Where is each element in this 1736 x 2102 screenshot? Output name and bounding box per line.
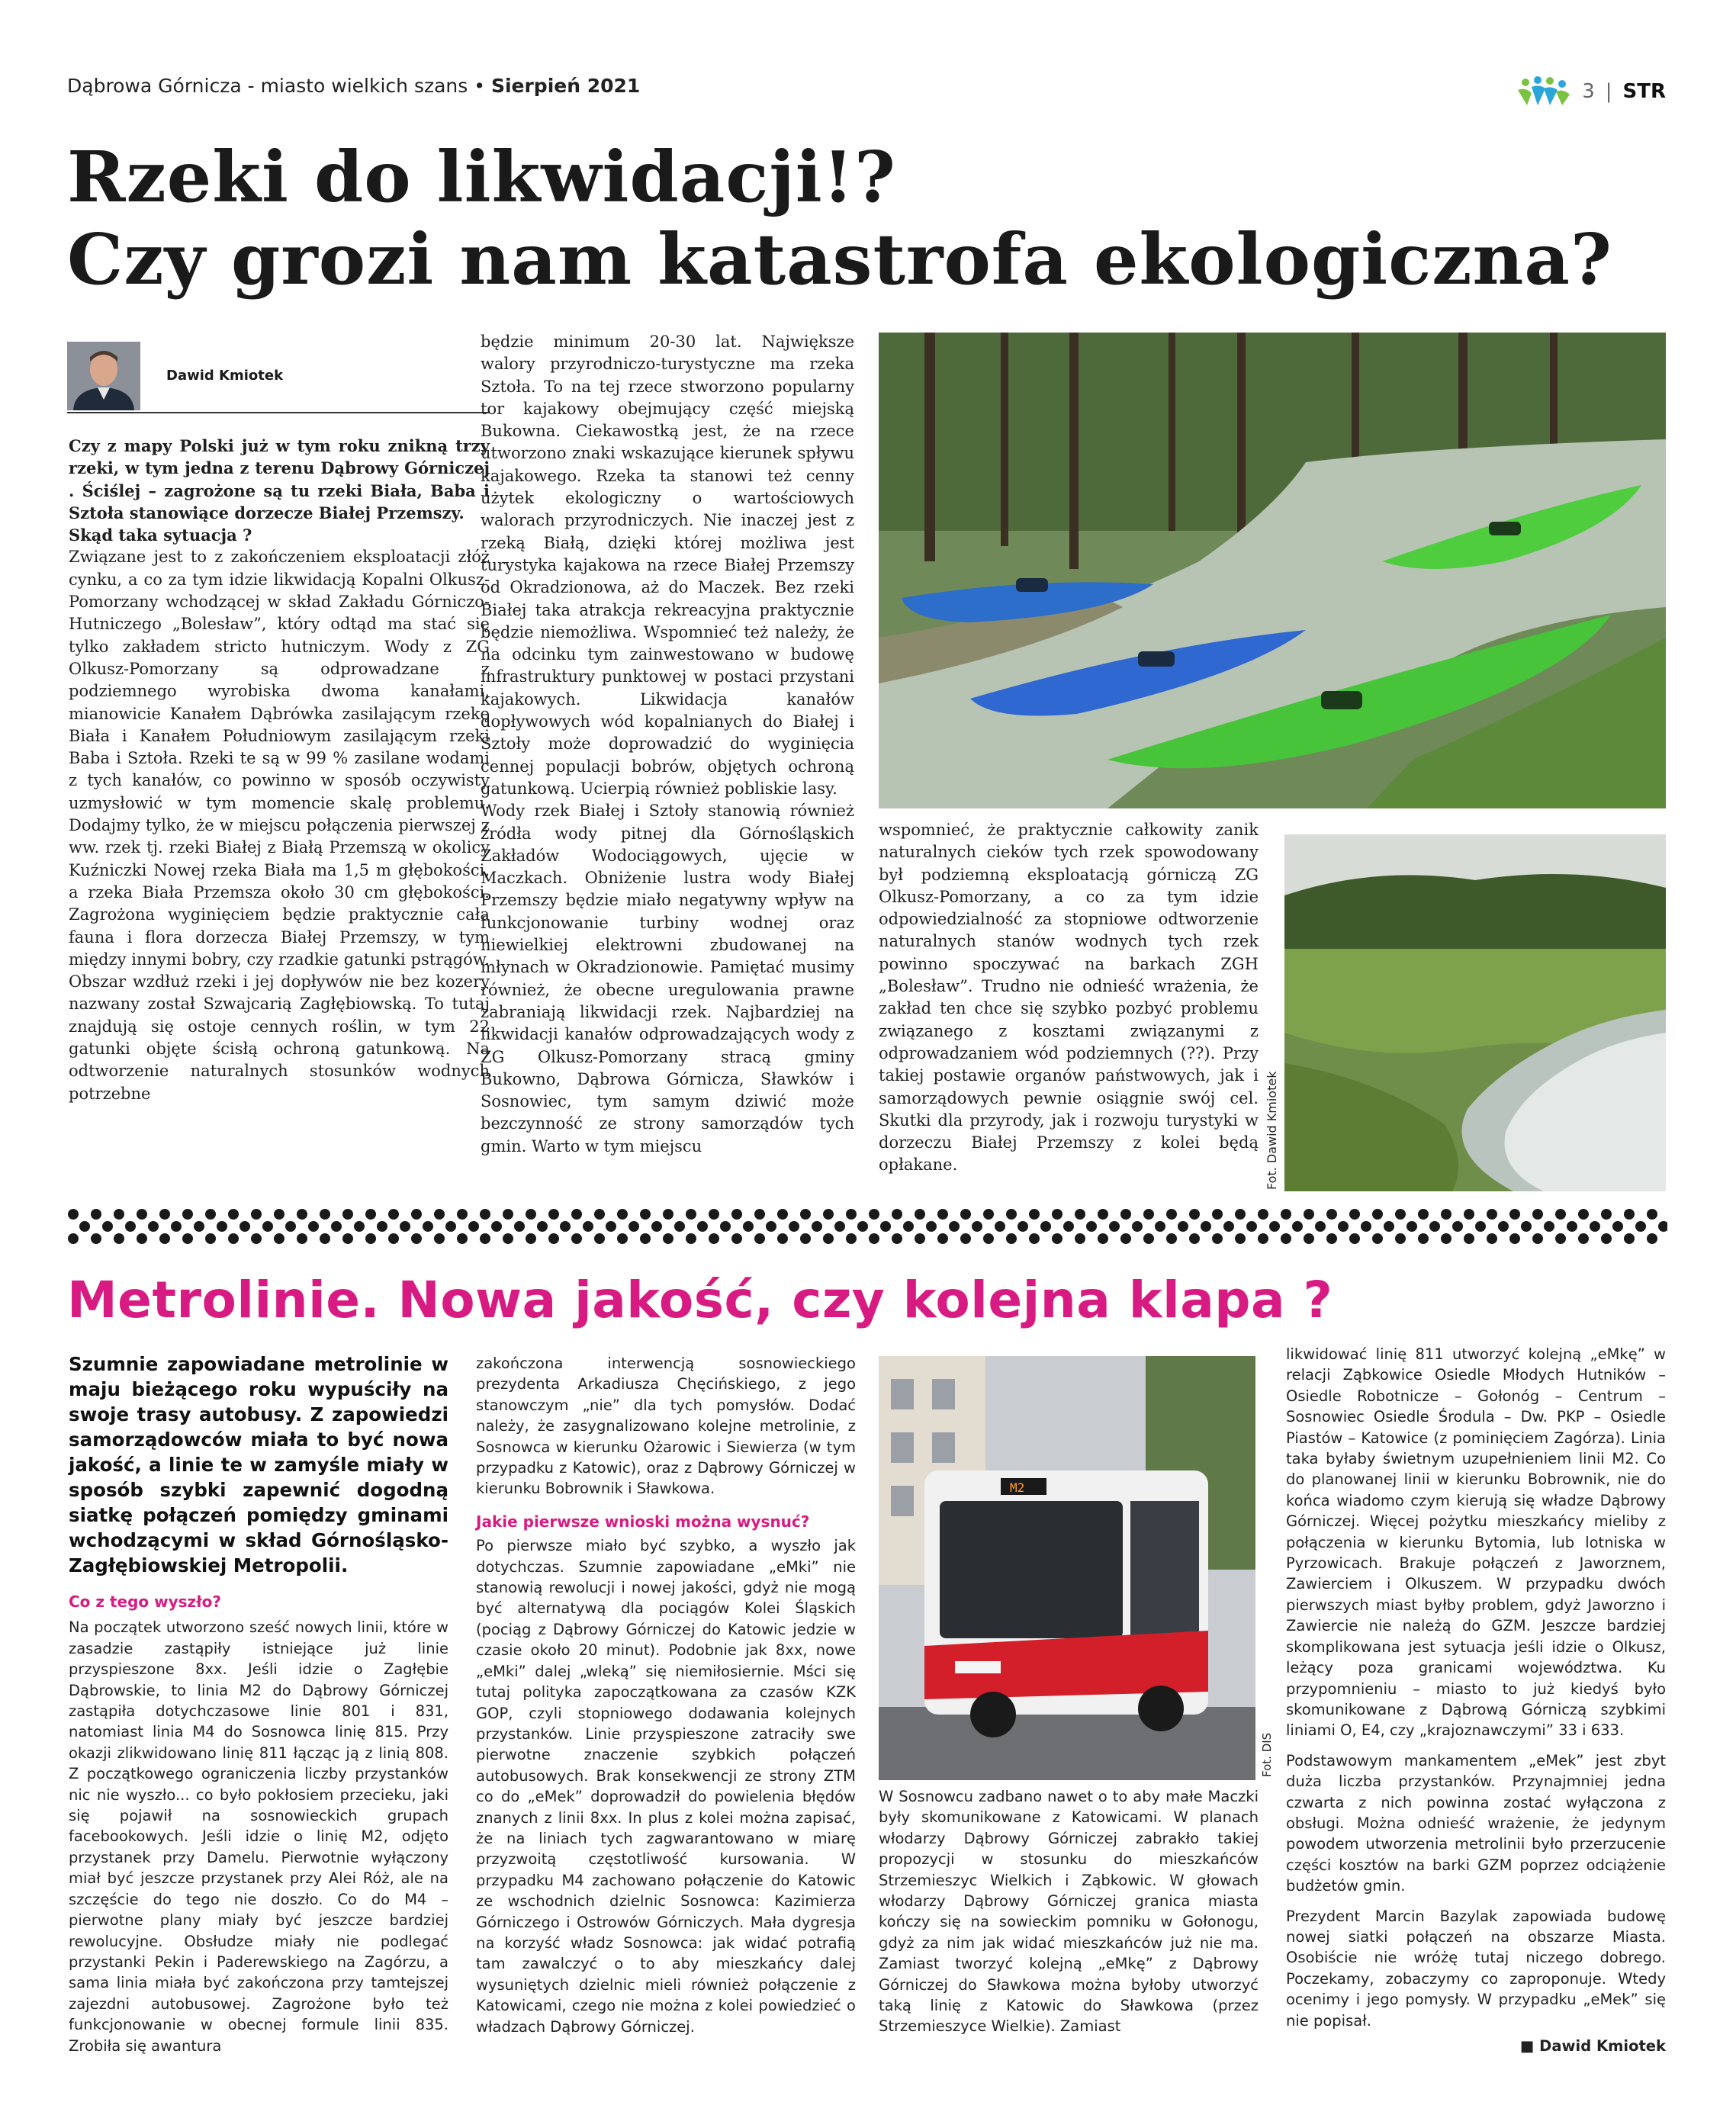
- article2-col1-body: Na początek utworzono sześć nowych linii, które w zasadzie zastąpiły istniejące już linie przyspieszone 8xx. Jeśli idzie o Zagłębie Dąbrowskie, to linia M2 do Dąbrowy Górniczej zastąpiła dotychczasowe linie 801 i 831, natomiast linia M4 do Sosnowca linię 815. Przy okazji zlikwidowano linię 811 łącząc ją z linią 808. Z początkowego ograniczenia liczby przystanków nic nie wyszło... co było pokłosiem przecieku, jaki się pojawił na sosnowieckich grupach facebookowych. Jeśli idzie o linię M2, odjęto przystanek przy Damelu. Pierwotnie wyłączony miał być jeszcze przystanek przy Alei Róż, ale na szczęście do tego nie doszło. Co do M4 – pierwotne plany miały być jeszcze bardziej rewolucyjne. Obsłudze miały nie podlegać przystanki Pekin i Paderewskiego na Zagórzu, a sama linia miała być zakończona przy tamtejszej zajezdni autobusowej. Zagrożone było też funkcjonowanie w obecnej formule linii 835. Zrobiła się awantura: [69, 1618, 448, 2055]
- masthead: [67, 75, 640, 97]
- article2-column-1: [69, 1352, 448, 2056]
- article1-title: [67, 136, 1684, 301]
- bus-photo-credit: [1257, 1716, 1275, 1777]
- page-separator: |: [1605, 80, 1612, 103]
- article1-title-line1: Rzeki do likwidacji!?: [67, 136, 896, 218]
- bus-photo-credit-text: Fot. DIS: [1260, 1732, 1274, 1777]
- masthead-bullet: •: [474, 75, 485, 97]
- article2-column-2: [476, 1353, 856, 2037]
- article1-column-2: [481, 331, 854, 1158]
- article2-signature: ■ Dawid Kmiotek: [1519, 2037, 1666, 2055]
- article2-lead: Szumnie zapowiadane metrolinie w maju bieżącego roku wypuściły na swoje trasy autobusy. Z zapowiedzi samorządowców miała to być nowa jakość, a linie te w zamyśle miały w sposób szybki zapewnić dogodną siatkę połączeń pomiędzy gminami wchodzącymi w skład Górnośląsko-Zagłębiowskiej Metropolii.: [69, 1353, 448, 1576]
- article1-col2-body-b: Wody rzek Białej i Sztoły stanowią również źródła wody pitnej dla Górnośląskich Zakładów Wodociągowych, ujęcie w Maczkach. Obniżenie lustra wody Białej Przemszy będzie miało negatywny wpływ na funkcjonowanie turbiny wodnej oraz niewielkiej elektrowni zbudowanej na młynach w Okradzionowie. Pamiętać musimy również, że obecne uregulowania prawne zabraniają likwidacji rzek. Najbardziej na likwidacji kanałów odprowadzających wody z ZG Olkusz-Pomorzany stracą gminy Bukowno, Dąbrowa Górnicza, Sławków i Sosnowiec, tym samym dziwić może bezczynność ze strony samorządów tych gmin. Warto w tym miejscu: [481, 802, 854, 1155]
- kayaks-photo: [879, 333, 1666, 808]
- article1-col1-body: Związane jest to z zakończeniem eksploatacji złóż cynku, a co za tym idzie likwidacją Kopalni Olkusz-Pomorzany wchodzącej w skład Zakładu Górniczo-Hutniczego „Bolesław”, który odtąd ma stać się tylko zakładem stricto hutniczym. Wody z ZG Olkusz-Pomorzany są odprowadzane z podziemnego wyrobiska dwoma kanałami, mianowicie Kanałem Dąbrówka zasilającym rzekę Biała i Kanałem Południowym zasilającym rzeki Baba i Sztoła. Rzeki te są w 99 % zasilane wodami z tych kanałów, co powinno w sposób oczywisty uzmysłowić w tym momencie skalę problemu. Dodajmy tylko, że w miejscu połączenia pierwszej z ww. rzek tj. rzeki Białej z Białą Przemszą w okolicy Kuźniczki Nowej rzeka Biała ma 1,5 m głębokości, a rzeka Biała Przemsza około 30 cm głębokości. Zagrożona wyginięciem będzie praktycznie cała fauna i flora dorzecza Białej Przemszy, w tym między innymi bobry, czy rzadkie gatunki pstrągów. Obszar wzdłuż rzeki i jej dopływów nie bez kozery nazwany został Szwajcarią Zagłębiowską. To tutaj znajdują się ostoje cennych roślin, w tym 22 gatunki objęte ścisłą ochroną gatunkową. Na odtworzenie naturalnych stosunków wodnych potrzebne: [69, 548, 490, 1103]
- author-box: [67, 342, 489, 413]
- article2-subhead-2: Jakie pierwsze wnioski można wysnuć?: [476, 1512, 810, 1531]
- article2-col2-body-a: zakończona interwencją sosnowieckiego prezydenta Arkadiusza Chęcińskiego, z jego stanowczym „nie” dla tych pomysłów. Dodać należy, że zasygnalizowano kolejne metrolinie, z Sosnowca w kierunku Ożarowic i Siewierza (w tym przypadku z Katowic), oraz z Dąbrowy Górniczej w kierunku Bobrownik i Sławkowa.: [476, 1355, 856, 1498]
- river-photo: [1284, 834, 1666, 1191]
- masthead-text: Dąbrowa Górnicza - miasto wielkich szans: [67, 75, 468, 97]
- bus-route-sign: M2: [1010, 1480, 1025, 1495]
- article2-col2-body-b: Po pierwsze miało być szybko, a wyszło jak dotychczas. Szumnie zapowiadane „eMki” nie stanowią rewolucji i nowej jakości, gdyż nie mogą być alternatywą dla pociągów Kolei Śląskich (pociąg z Dąbrowy Górniczej do Katowic jedzie w czasie około 20 minut). Podobnie jak 8xx, nowe „eMki” dalej „wleką” się niemiłosiernie. Mści się tutaj polityka zapoczątkowana za czasów KZK GOP, czyli stopniowego dodawania kolejnych przystanków. Linie przyspieszone zatraciły swe pierwotne znaczenie szybkich połączeń autobusowych. Brak konsekwencji ze strony ZTM co do „eMek” doprowadził do powielenia błędów znanych z linii 8xx. In plus z kolei można zapisać, że na liniach tych zagwarantowano w miarę przyzwoitą częstotliwość kursowania. W przypadku M4 zachowano połączenie do Katowic ze wschodnich dzielnic Sosnowca: Kazimierza Górniczego i Ostrowów Górniczych. Mała dygresja na korzyść władz Sosnowca: jak widać potrafią tam zawalczyć o to aby mieszkańcy dalej wysuniętych dzielnic mieli również połączenie z Katowicami, czego nie można z kolei powiedzieć o władzach Dąbrowy Górniczej.: [476, 1537, 856, 2036]
- issue-date: Sierpień 2021: [490, 75, 641, 97]
- river-photo-credit: [1260, 1068, 1283, 1190]
- article2-title: Metrolinie. Nowa jakość, czy kolejna klapa ?: [67, 1271, 1333, 1329]
- author-name: Dawid Kmiotek: [166, 368, 284, 384]
- author-photo: [67, 342, 140, 410]
- article2-col4-body-b: Podstawowym mankamentem „eMek” jest zbyt duża liczba przystanków. Przynajmniej jedna czwarta z nich powinna zostać wyłączona z obsługi. Można odnieść wrażenie, że jedynym powodem utworzenia metrolinii było przerzucenie części kosztów na barki GZM poprzez odciążenie budżetów gmin.: [1286, 1751, 1666, 1895]
- article1-col3-body: wspomnieć, że praktycznie całkowity zanik naturalnych cieków tych rzek spowodowany był podziemną eksploatacją górniczą ZG Olkusz-Pomorzany, a co za tym idzie odpowiedzialność za stopniowe odtworzenie naturalnych stanów wodnych tych rzek powinno spoczywać na barkach ZGH „Bolesław”. Trudno nie odnieść wrażenia, że zakład ten chce się szybko pozbyć problemu związanego z kosztami związanymi z odprowadzaniem wód podziemnych (??). Przy takiej postawie organów państwowych, jak i samorządowych pewnie osiągnie swój cel. Skutki dla przyrody, jak i rozwoju turystyki w dorzeczu Białej Przemszy z kolei będą opłakane.: [879, 821, 1259, 1175]
- article2-col4-body-a: likwidować linię 811 utworzyć kolejną „eMkę” w relacji Ząbkowice Osiedle Młodych Hutników – Osiedle Robotnicze – Gołonóg – Centrum – Sosnowiec Osiedle Środula – Dw. PKP – Osiedle Piastów – Katowice (z pominięciem Zagórza). Linia taka byłaby świetnym uzupełnieniem linii M2. Co do planowanej linii w kierunku Bobrownik, nie do końca wiadomo czym kierują się władze Dąbrowy Górniczej. Więcej pożytku mieszkańcy mieliby z połączenia w kierunku Bytomia, lub lotniska w Pyrzowicach. Brakuje połączeń z Jaworznem, Zawierciem i Olkuszem. W przypadku dwóch pierwszych miast byłby problem, gdyż Jaworzno i Zawiercie nie należą do GZM. Jeszcze bardziej skomplikowana jest sytuacja jeśli idzie o Olkusz, leżący poza granicami województwa. Ku przypomnieniu – miasto to już kiedyś było skomunikowane z Dąbrową Górniczą szybkimi liniami O, E4, czy „krajoznawczymi” 33 i 633.: [1286, 1345, 1666, 1740]
- dot-pattern-divider: [67, 1208, 1667, 1245]
- river-photo-credit-text: Fot. Dawid Kmiotek: [1265, 1071, 1279, 1190]
- article1-lead: Czy z mapy Polski już w tym roku znikną trzy rzeki, w tym jedna z terenu Dąbrowy Górniczej . Ściślej – zagrożone są tu rzeki Biała, Baba i Sztoła stanowiące dorzecze Białej Przemszy.: [69, 436, 490, 522]
- article1-title-line2: Czy grozi nam katastrofa ekologiczna?: [67, 218, 1612, 301]
- article1-col2-body-a: będzie minimum 20-30 lat. Największe walory przyrodniczo-turystyczne ma rzeka Sztoła. To na tej rzece stworzono popularny tor kajakowy obejmujący część miejską Bukowna. Ciekawostką jest, że na rzece utworzono znaki wskazujące kierunek spływu kajakowego. Rzeka ta stanowi też cenny użytek ekologiczny o wartościowych walorach przyrodniczych. Nie inaczej jest z rzeką Białą, dzięki której możliwa jest turystyka kajakowa na rzece Białej Przemszy od Okradzionowa, aż do Maczek. Bez rzeki Białej taka atrakcja rekreacyjna praktycznie będzie niemożliwa. Wspomnieć też należy, że na odcinku tym zainwestowano w budowę infrastruktury punktowej w postaci przystani kajakowych. Likwidacja kanałów dopływowych wód kopalnianych do Białej i Sztoły może doprowadzić do wyginięcia cennej populacji bobrów, objętych ochroną gatunkową. Ucierpią również pobliskie lasy.: [481, 333, 854, 798]
- article2-column-3: [879, 1786, 1259, 2037]
- page-number: 3: [1582, 80, 1595, 103]
- article2-col4-body-c: Prezydent Marcin Bazylak zapowiada budowę nowej siatki połączeń na obszarze Miasta. Osobiście nie wróżę tutaj niczego dobrego. Poczekamy, zobaczymy co zaproponuje. Wtedy ocenimy i jego pomysły. W przypadku „eMek” się nie popisał.: [1286, 1907, 1666, 2030]
- article2-col3-body: W Sosnowcu zadbano nawet o to aby małe Maczki były skomunikowane z Katowicami. W planach włodarzy Dąbrowy Górniczej zabrakło takiej propozycji w stosunku do mieszkańców Strzemieszyc Wielkich i Ząbkowic. W głowach włodarzy Dąbrowy Górniczej granica miasta kończy się na sowieckim pomniku w Gołonogu, gdyż za nim jak widać mieszkańców już nie ma. Zamiast tworzyć kolejną „eMkę” z Dąbrowy Górniczej do Sławkowa można byłoby utworzyć taką linię z Katowic do Sławkowa (przez Strzemieszyce Wielkie). Zamiast: [879, 1788, 1259, 2036]
- article2-column-4: [1286, 1344, 1666, 2056]
- people-cluster-logo-icon: [1515, 75, 1571, 108]
- page-label: STR: [1622, 80, 1666, 103]
- article1-column-1: [69, 435, 490, 1105]
- article2-subhead-1: Co z tego wyszło?: [69, 1593, 221, 1611]
- article1-question: Skąd taka sytuacja ?: [69, 526, 252, 545]
- article1-column-3: [879, 819, 1259, 1177]
- bus-photo: [879, 1356, 1255, 1780]
- page-indicator: [1515, 75, 1666, 108]
